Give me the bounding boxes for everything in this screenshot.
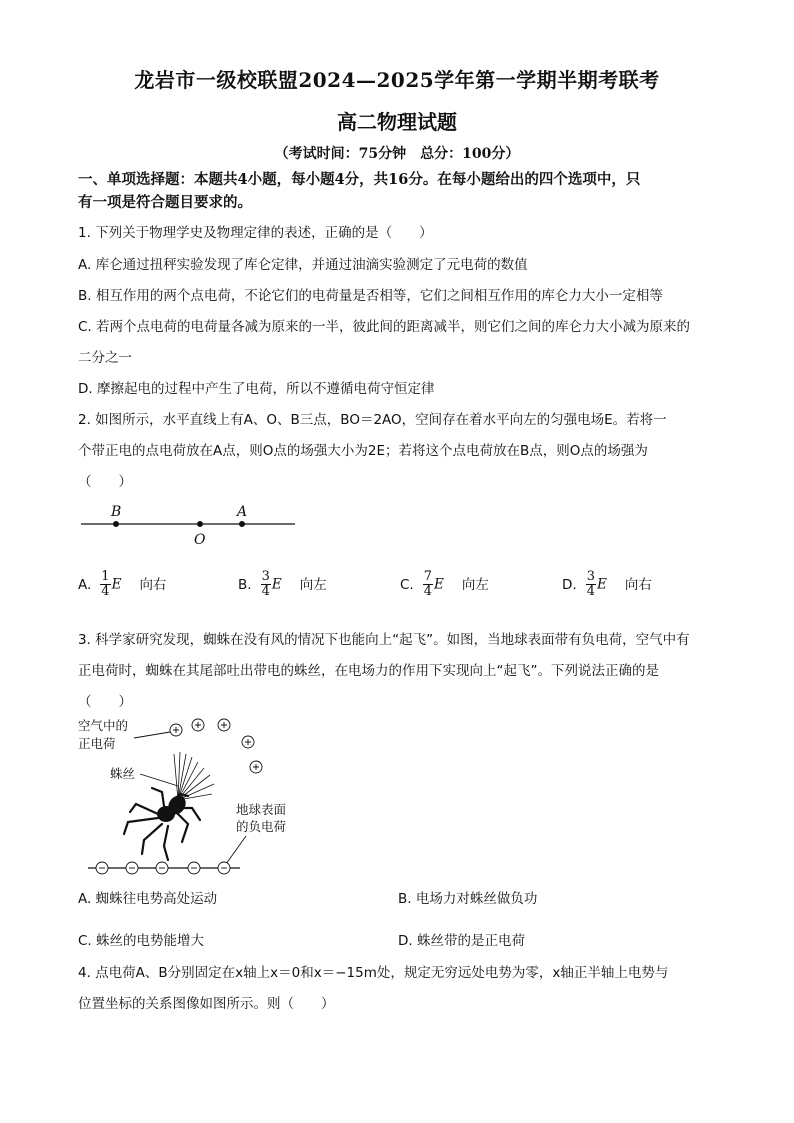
q1-option-b: B. 相互作用的两个点电荷，不论它们的电荷量是否相等，它们之间相互作用的库仑力大小一定相等 xyxy=(78,288,663,304)
q2-option-c xyxy=(400,570,489,599)
q4-stem-line1: 4. 点电荷A、B分别固定在x轴上x＝0和x＝−15m处，规定无穷远处电势为零，x轴正半轴上电势与 xyxy=(78,965,669,981)
q3-option-c: C. 蛛丝的电势能增大 xyxy=(78,933,205,949)
fraction xyxy=(261,570,271,599)
silk-threads xyxy=(174,752,214,800)
fraction-numerator: 3 xyxy=(261,569,270,584)
air-charge-label-2: 正电荷 xyxy=(78,736,116,751)
q3-stem-line3: （ ） xyxy=(78,694,132,710)
earth-charge-label-2: 的负电荷 xyxy=(236,819,287,834)
q1-option-d: D. 摩擦起电的过程中产生了电荷，所以不遵循电荷守恒定律 xyxy=(78,381,435,397)
direction-text: 向右 xyxy=(624,576,652,593)
exam-info: （考试时间：75分钟 总分：100分） xyxy=(274,146,520,162)
point-a xyxy=(239,521,245,527)
field-symbol: E xyxy=(434,576,444,593)
q4-stem-line2: 位置坐标的关系图像如图所示。则（ ） xyxy=(78,996,335,1012)
option-letter: C. xyxy=(400,576,414,593)
fraction-numerator: 7 xyxy=(423,569,432,584)
field-symbol: E xyxy=(271,576,282,593)
q2-option-b xyxy=(238,570,327,599)
label-o: O xyxy=(194,532,206,548)
point-b xyxy=(113,521,119,527)
label-a: A xyxy=(237,504,248,520)
q1-option-a: A. 库仑通过扭秤实验发现了库仑定律，并通过油滴实验测定了元电荷的数值 xyxy=(78,257,528,273)
q2-stem-line2: 个带正电的点电荷放在A点，则O点的场强大小为2E；若将这个点电荷放在B点，则O点的场强为 xyxy=(78,443,648,459)
exam-subtitle: 高二物理试题 xyxy=(337,110,457,134)
fraction xyxy=(586,570,596,599)
fraction-numerator: 1 xyxy=(101,569,110,584)
q2-stem-line1: 2. 如图所示，水平直线上有A、O、B三点，BO＝2AO，空间存在着水平向左的匀强电场E。若将一 xyxy=(78,412,667,428)
spider-figure xyxy=(78,712,318,877)
section-heading: 一、单项选择题：本题共4小题，每小题4分，共16分。在每小题给出的四个选项中，只 有一项是符合题目要求的。 xyxy=(78,171,641,211)
q2-option-d xyxy=(562,570,652,599)
field-symbol: E xyxy=(111,576,122,593)
q3-option-b: B. 电场力对蛛丝做负功 xyxy=(398,891,538,907)
air-charge-label-1: 空气中的 xyxy=(78,718,129,733)
silk-label: 蛛丝 xyxy=(110,766,136,781)
fraction-denominator: 4 xyxy=(423,584,432,599)
q2-stem-line3: （ ） xyxy=(78,474,132,490)
point-o xyxy=(197,521,203,527)
direction-text: 向左 xyxy=(461,576,489,593)
q1-stem: 1. 下列关于物理学史及物理定律的表述，正确的是（ ） xyxy=(78,225,433,241)
earth-charge-label-1: 地球表面 xyxy=(236,802,287,817)
q1-option-c-cont: 二分之一 xyxy=(78,350,132,366)
option-letter: A. xyxy=(78,576,92,593)
q3-stem-line2: 正电荷时，蜘蛛在其尾部吐出带电的蛛丝，在电场力的作用下实现向上“起飞”。下列说法正确的是 xyxy=(78,663,659,679)
fraction-denominator: 4 xyxy=(261,584,270,599)
q3-stem-line1: 3. 科学家研究发现，蜘蛛在没有风的情况下也能向上“起飞”。如图，当地球表面带有负电荷，空气中有 xyxy=(78,632,690,648)
label-b: B xyxy=(111,504,122,520)
fraction xyxy=(100,570,110,599)
fraction-numerator: 3 xyxy=(586,569,595,584)
q2-option-a xyxy=(78,570,166,599)
direction-text: 向右 xyxy=(139,576,167,593)
q3-option-d: D. 蛛丝带的是正电荷 xyxy=(398,933,525,949)
q3-option-a: A. 蜘蛛往电势高处运动 xyxy=(78,891,218,907)
fraction-denominator: 4 xyxy=(101,584,110,599)
q2-figure xyxy=(78,498,308,553)
option-letter: D. xyxy=(562,576,577,593)
direction-text: 向左 xyxy=(299,576,327,593)
spider-icon xyxy=(124,788,200,860)
option-letter: B. xyxy=(238,576,252,593)
fraction xyxy=(423,570,433,599)
q1-option-c: C. 若两个点电荷的电荷量各减为原来的一半，彼此间的距离减半，则它们之间的库仑力大小减为原来的 xyxy=(78,319,691,335)
field-symbol: E xyxy=(596,576,607,593)
fraction-denominator: 4 xyxy=(586,584,595,599)
exam-title: 龙岩市一级校联盟2024—2025学年第一学期半期考联考 xyxy=(134,68,660,92)
